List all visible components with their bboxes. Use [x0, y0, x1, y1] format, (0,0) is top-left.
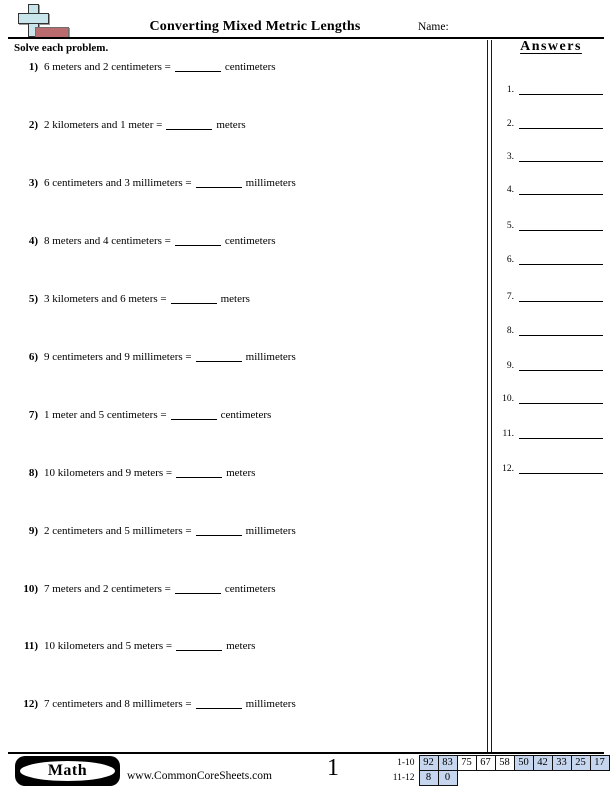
problem-text: 6 centimeters and 3 millimeters =: [44, 177, 192, 189]
problem-unit: centimeters: [220, 409, 272, 421]
problem-row-8: [0, 465, 486, 483]
answer-number: 3.: [506, 152, 514, 162]
answer-line[interactable]: [519, 428, 603, 439]
problem-row-10: [0, 581, 486, 599]
answer-number: 9.: [506, 361, 514, 371]
score-row-label: 11-12: [392, 772, 415, 783]
problem-text: 10 kilometers and 9 meters =: [44, 467, 173, 479]
answer-number: 4.: [506, 185, 514, 195]
answer-blank[interactable]: [196, 698, 242, 709]
answer-blank[interactable]: [196, 177, 242, 188]
score-cell: 0: [438, 770, 457, 785]
answer-line[interactable]: [519, 393, 603, 404]
name-label: Name:: [418, 21, 449, 33]
answer-line[interactable]: [519, 360, 603, 371]
answer-number: 12.: [502, 464, 514, 474]
problem-number: 1): [28, 61, 38, 73]
score-cell: 42: [533, 755, 552, 770]
problem-text: 2 kilometers and 1 meter =: [44, 119, 163, 131]
answer-line[interactable]: [519, 325, 603, 336]
answer-blank[interactable]: [175, 235, 221, 246]
problem-row-6: [0, 349, 486, 367]
instructions-text: Solve each problem.: [14, 42, 109, 54]
problem-unit: centimeters: [224, 583, 276, 595]
page-number: 1: [327, 755, 339, 781]
problem-text: 1 meter and 5 centimeters =: [44, 409, 167, 421]
answer-line[interactable]: [519, 184, 603, 195]
problem-row-11: [0, 638, 486, 656]
problem-number: 11): [23, 640, 38, 652]
answer-line[interactable]: [519, 291, 603, 302]
answer-blank[interactable]: [166, 119, 212, 130]
answer-row-7: [492, 288, 610, 302]
score-row-1-10: [391, 755, 609, 770]
answer-row-8: [492, 322, 610, 336]
answer-blank[interactable]: [175, 583, 221, 594]
answer-row-11: [492, 425, 610, 439]
problem-text: 3 kilometers and 6 meters =: [44, 293, 167, 305]
answer-line[interactable]: [519, 151, 603, 162]
problem-number: 7): [28, 409, 38, 421]
answer-blank[interactable]: [176, 640, 222, 651]
answer-number: 8.: [506, 326, 514, 336]
answer-row-5: [492, 217, 610, 231]
page-title: Converting Mixed Metric Lengths: [149, 19, 361, 34]
answer-row-9: [492, 357, 610, 371]
answer-number: 2.: [506, 119, 514, 129]
problem-row-12: [0, 696, 486, 714]
problem-unit: millimeters: [245, 177, 296, 189]
score-cell: 67: [476, 755, 495, 770]
answer-line[interactable]: [519, 220, 603, 231]
subject-label: Math: [47, 762, 88, 779]
problem-number: 8): [28, 467, 38, 479]
answer-number: 10.: [502, 394, 514, 404]
answers-heading: Answers: [520, 39, 582, 54]
problem-unit: millimeters: [245, 525, 296, 537]
answer-line[interactable]: [519, 254, 603, 265]
score-row-label: 1-10: [397, 757, 415, 768]
problem-unit: millimeters: [245, 698, 296, 710]
answer-row-4: [492, 181, 610, 195]
problem-unit: millimeters: [245, 351, 296, 363]
score-table: [391, 755, 610, 786]
score-cell: 25: [571, 755, 590, 770]
answer-number: 5.: [506, 221, 514, 231]
answer-line[interactable]: [519, 118, 603, 129]
problem-unit: meters: [220, 293, 250, 305]
problem-row-2: [0, 117, 486, 135]
problem-number: 6): [28, 351, 38, 363]
answer-blank[interactable]: [175, 61, 221, 72]
score-cell: 92: [419, 755, 438, 770]
answer-blank[interactable]: [196, 525, 242, 536]
problem-text: 7 centimeters and 8 millimeters =: [44, 698, 192, 710]
score-cell: 83: [438, 755, 457, 770]
answer-number: 1.: [506, 85, 514, 95]
problem-unit: meters: [226, 467, 256, 479]
subject-badge-oval: [18, 759, 117, 783]
answer-line[interactable]: [519, 84, 603, 95]
answers-divider-line: [487, 40, 492, 754]
problem-number: 12): [23, 698, 38, 710]
answer-blank[interactable]: [171, 293, 217, 304]
score-cell: 75: [457, 755, 476, 770]
score-cell: 58: [495, 755, 514, 770]
problem-row-1: [0, 59, 486, 77]
score-cell: 33: [552, 755, 571, 770]
problem-number: 2): [28, 119, 38, 131]
problem-text: 2 centimeters and 5 millimeters =: [44, 525, 192, 537]
answer-row-6: [492, 251, 610, 265]
problem-row-9: [0, 523, 486, 541]
score-row-11-12: [391, 770, 609, 785]
answer-row-2: [492, 115, 610, 129]
problem-number: 3): [28, 177, 38, 189]
answer-row-10: [492, 390, 610, 404]
problem-number: 5): [28, 293, 38, 305]
answer-row-1: [492, 81, 610, 95]
score-cell: 17: [590, 755, 609, 770]
website-url: www.CommonCoreSheets.com: [127, 770, 272, 782]
problem-unit: centimeters: [224, 235, 276, 247]
problem-number: 4): [28, 235, 38, 247]
problem-number: 10): [23, 583, 38, 595]
answer-blank[interactable]: [176, 467, 222, 478]
score-cell: 8: [419, 770, 438, 785]
score-cell: 50: [514, 755, 533, 770]
problem-text: 8 meters and 4 centimeters =: [44, 235, 171, 247]
problem-row-7: [0, 407, 486, 425]
answer-blank[interactable]: [171, 409, 217, 420]
problem-number: 9): [28, 525, 38, 537]
answer-number: 11.: [502, 429, 514, 439]
problem-text: 9 centimeters and 9 millimeters =: [44, 351, 192, 363]
problem-row-3: [0, 175, 486, 193]
subject-badge: [15, 756, 120, 786]
problem-row-4: [0, 233, 486, 251]
problem-unit: meters: [226, 640, 256, 652]
problem-unit: centimeters: [224, 61, 276, 73]
problem-text: 7 meters and 2 centimeters =: [44, 583, 171, 595]
answer-blank[interactable]: [196, 351, 242, 362]
answer-number: 6.: [506, 255, 514, 265]
answer-row-3: [492, 148, 610, 162]
problem-text: 6 meters and 2 centimeters =: [44, 61, 171, 73]
answer-number: 7.: [506, 292, 514, 302]
problem-text: 10 kilometers and 5 meters =: [44, 640, 173, 652]
answer-row-12: [492, 460, 610, 474]
problem-unit: meters: [216, 119, 246, 131]
answer-line[interactable]: [519, 463, 603, 474]
problem-row-5: [0, 291, 486, 309]
